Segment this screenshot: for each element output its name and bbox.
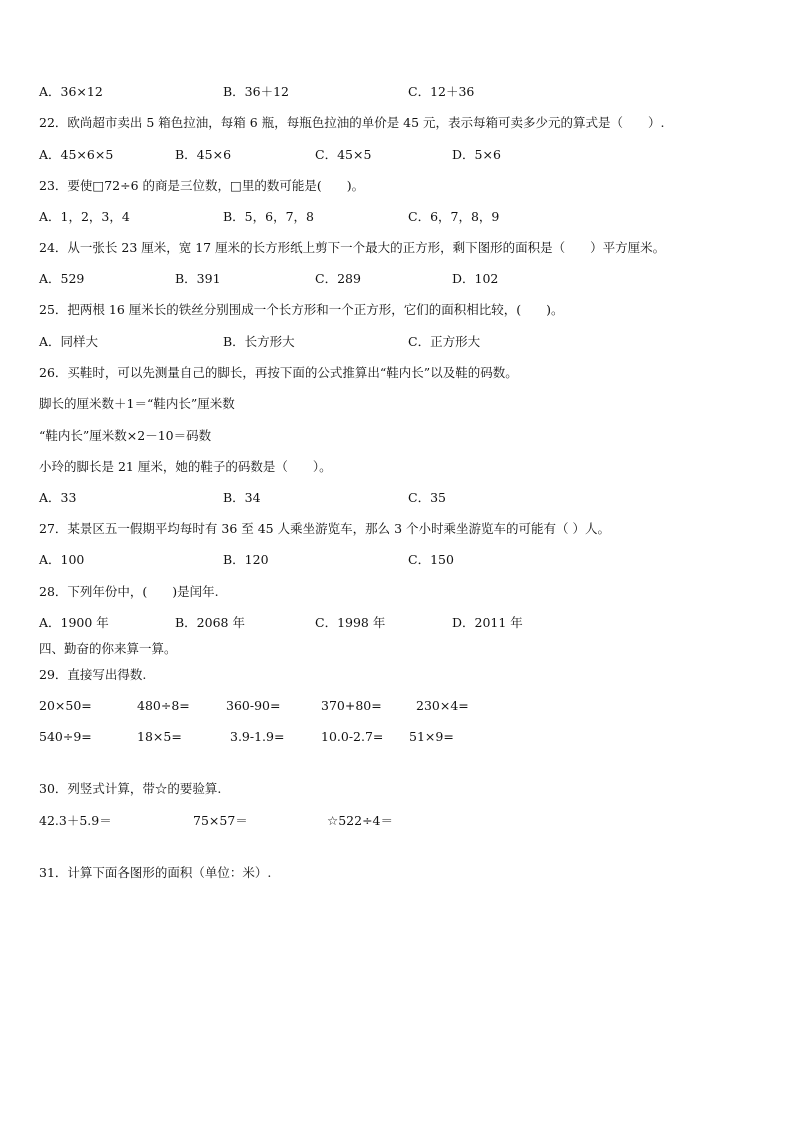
q27-text: 27．某景区五一假期平均每时有 36 至 45 人乘坐游览车，那么 3 个小时乘坐游览车的可能有（ ）人。 — [39, 521, 610, 536]
q26-option-c: C．35 — [408, 490, 446, 505]
q29-item: 230×4= — [416, 698, 469, 713]
q23-option-b: B．5，6，7，8 — [223, 209, 314, 224]
q24-option-a: A．529 — [39, 271, 85, 286]
q29-item: 480÷8= — [137, 698, 190, 713]
q25-option-b: B．长方形大 — [223, 334, 295, 349]
q23-option-a: A．1，2，3，4 — [39, 209, 130, 224]
q29-item: 3.9-1.9= — [230, 729, 285, 744]
q22-option-c: C．45×5 — [315, 147, 372, 162]
q22-text: 22．欧尚超市卖出 5 箱色拉油，每箱 6 瓶，每瓶色拉油的单价是 45 元，表示每箱可卖多少元的算式是（ ）. — [39, 115, 665, 130]
q26-option-a: A．33 — [39, 490, 77, 505]
q29-item: 360-90= — [226, 698, 281, 713]
q24-text: 24．从一张长 23 厘米，宽 17 厘米的长方形纸上剪下一个最大的正方形，剩下图形的面积是（ ）平方厘米。 — [39, 240, 666, 255]
q27-option-a: A．100 — [39, 552, 85, 567]
q23-text: 23．要使□72÷6 的商是三位数，□里的数可能是( )。 — [39, 178, 365, 193]
q29-item: 20×50= — [39, 698, 92, 713]
section-4-title: 四、勤奋的你来算一算。 — [39, 641, 177, 656]
q29-item: 18×5= — [137, 729, 182, 744]
q22-option-d: D．5×6 — [452, 147, 501, 162]
q26-formula-2: “鞋内长”厘米数×2－10＝码数 — [39, 428, 212, 443]
q21-option-b: B．36＋12 — [223, 84, 289, 99]
q22-option-b: B．45×6 — [175, 147, 232, 162]
q29-item: 540÷9= — [39, 729, 92, 744]
q25-option-c: C．正方形大 — [408, 334, 481, 349]
q28-option-a: A．1900 年 — [39, 615, 109, 630]
q29-item: 51×9= — [409, 729, 454, 744]
q28-option-c: C．1998 年 — [315, 615, 386, 630]
q28-text: 28．下列年份中，( )是闰年. — [39, 584, 219, 599]
q25-option-a: A．同样大 — [39, 334, 99, 349]
q21-option-c: C．12＋36 — [408, 84, 475, 99]
q24-option-d: D．102 — [452, 271, 499, 286]
q29-item: 370+80= — [321, 698, 382, 713]
q26-question: 小玲的脚长是 21 厘米，她的鞋子的码数是（ ）。 — [39, 459, 332, 474]
q24-option-b: B．391 — [175, 271, 221, 286]
q30-item: ☆522÷4＝ — [327, 813, 393, 828]
q25-text: 25．把两根 16 厘米长的铁丝分别围成一个长方形和一个正方形，它们的面积相比较，( )。 — [39, 302, 564, 317]
q29-text: 29．直接写出得数. — [39, 667, 147, 682]
q28-option-d: D．2011 年 — [452, 615, 523, 630]
q21-option-a: A．36×12 — [39, 84, 103, 99]
q27-option-b: B．120 — [223, 552, 269, 567]
q26-formula-1: 脚长的厘米数＋1＝“鞋内长”厘米数 — [39, 396, 235, 411]
q30-item: 75×57＝ — [193, 813, 248, 828]
q27-option-c: C．150 — [408, 552, 454, 567]
q26-option-b: B．34 — [223, 490, 261, 505]
q29-item: 10.0-2.7= — [321, 729, 384, 744]
q30-item: 42.3＋5.9＝ — [39, 813, 112, 828]
q31-text: 31．计算下面各图形的面积（单位：米）. — [39, 865, 272, 880]
q22-option-a: A．45×6×5 — [39, 147, 114, 162]
q28-option-b: B．2068 年 — [175, 615, 245, 630]
q23-option-c: C．6，7，8，9 — [408, 209, 500, 224]
q24-option-c: C．289 — [315, 271, 361, 286]
q26-text: 26．买鞋时，可以先测量自己的脚长，再按下面的公式推算出“鞋内长”以及鞋的码数。 — [39, 365, 518, 380]
q30-text: 30．列竖式计算，带☆的要验算. — [39, 781, 222, 796]
